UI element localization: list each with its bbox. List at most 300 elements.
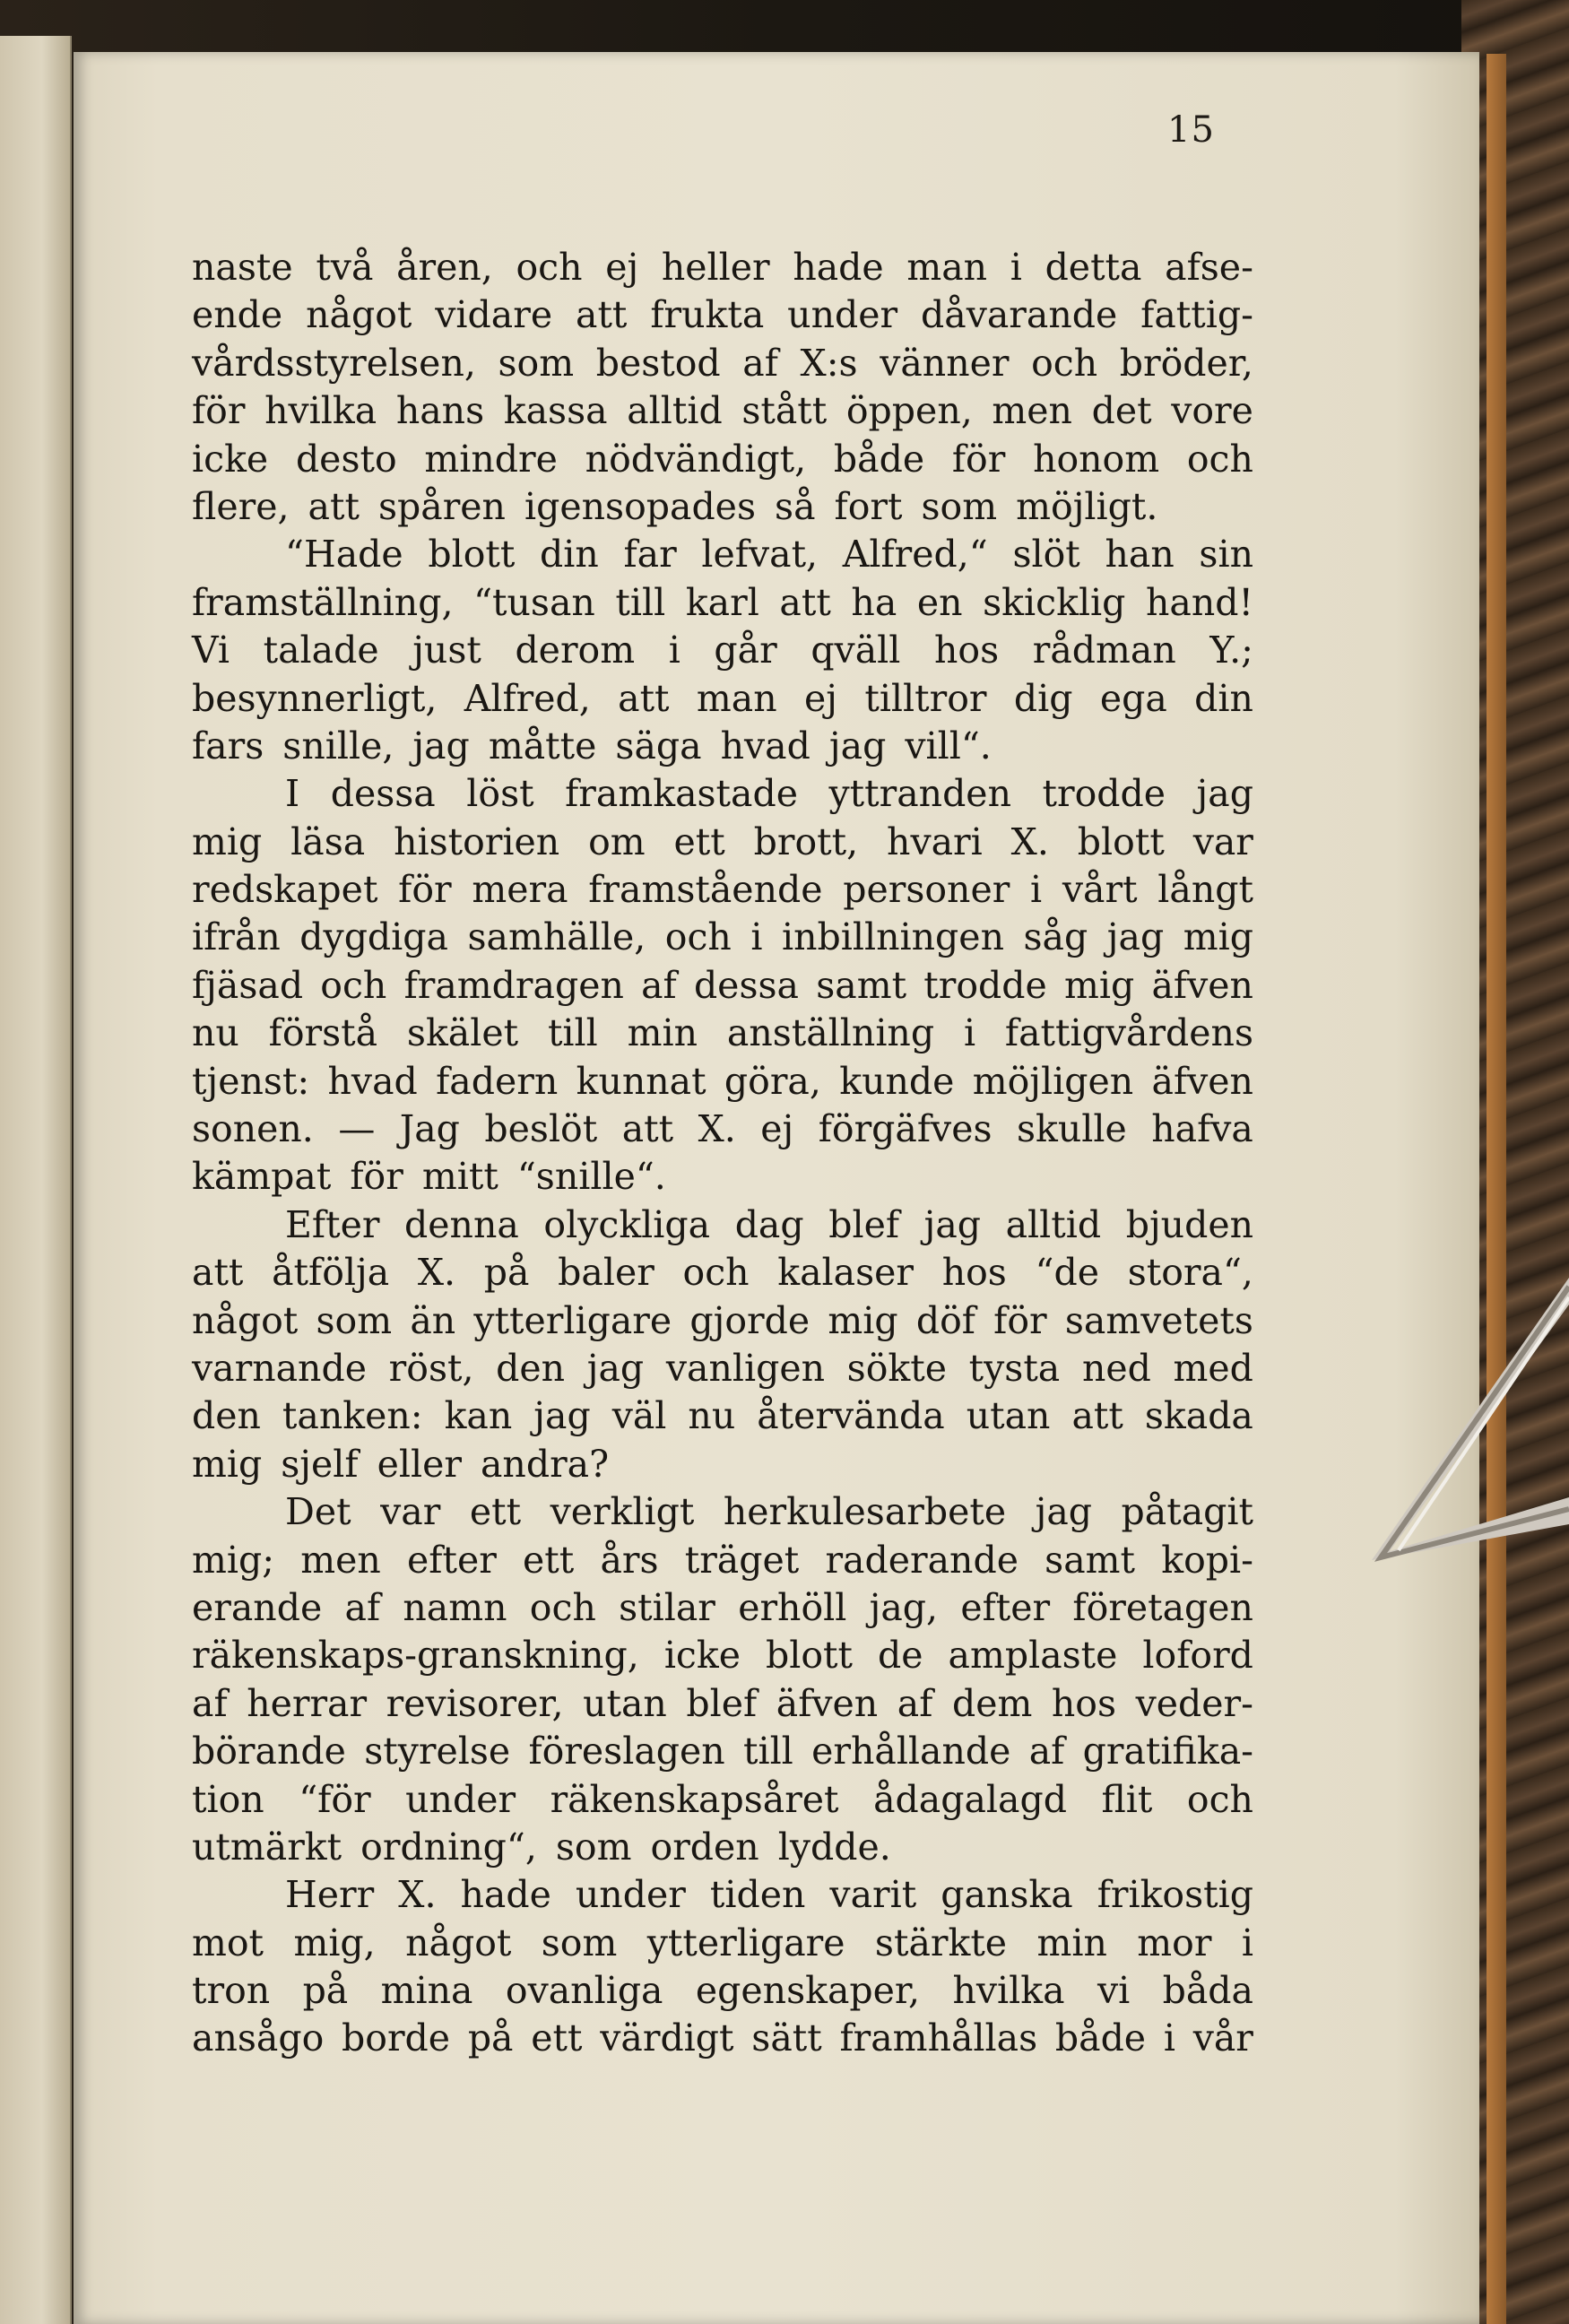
- word: blott: [428, 533, 516, 577]
- word: veder-: [1135, 1681, 1253, 1725]
- word: herkulesarbete: [723, 1490, 1007, 1534]
- word: detta: [1045, 246, 1142, 289]
- word: olyckliga: [543, 1202, 711, 1246]
- word: anställning: [726, 1011, 935, 1055]
- word: verkligt: [550, 1490, 695, 1534]
- word: mot: [192, 1921, 264, 1964]
- word: åren,: [396, 246, 493, 289]
- word: din: [540, 533, 599, 577]
- word: icke: [192, 437, 269, 481]
- word: far: [623, 533, 677, 577]
- word: heller: [661, 246, 770, 289]
- text-line-content: [192, 291, 1253, 339]
- word: varit: [829, 1873, 917, 1917]
- word: den: [496, 1346, 566, 1390]
- text-line-content: utmärkt ordning“, som orden lydde.: [192, 1825, 891, 1869]
- word: af: [192, 1681, 228, 1725]
- word: hade: [793, 246, 884, 289]
- text-line-content: [192, 1632, 1253, 1679]
- word: såg: [1023, 915, 1088, 959]
- word: efter: [960, 1585, 1051, 1629]
- word: under: [575, 1873, 686, 1917]
- text-line-content: mig sjelf eller andra?: [192, 1442, 610, 1486]
- word: erhållande: [811, 1730, 1011, 1773]
- word: X.: [398, 1873, 437, 1917]
- word: hvad: [327, 1059, 418, 1103]
- text-line-content: [285, 1871, 1253, 1919]
- word: borde: [342, 2016, 451, 2060]
- word: “de: [1035, 1251, 1100, 1295]
- word: på: [483, 1251, 530, 1295]
- word: räkenskaps-granskning,: [192, 1634, 639, 1678]
- text-line-content: [192, 2015, 1253, 2062]
- word: ega: [1099, 676, 1167, 720]
- word: min: [627, 1011, 698, 1055]
- word: och: [664, 915, 732, 959]
- text-line-content: [192, 1584, 1253, 1632]
- word: sätt: [751, 2016, 822, 2060]
- text-line-content: [285, 531, 1253, 578]
- word: “tusan: [473, 580, 595, 624]
- word: ett: [469, 1490, 522, 1534]
- text-line-content: kämpat för mitt “snille“.: [192, 1155, 666, 1199]
- word: träget: [684, 1538, 800, 1582]
- word: en: [916, 580, 963, 624]
- word: man: [906, 246, 988, 289]
- word: dessa: [693, 963, 799, 1007]
- word: utan: [583, 1681, 667, 1725]
- text-line: [192, 244, 1253, 291]
- word: i: [668, 629, 680, 672]
- word: ej: [804, 676, 837, 720]
- word: revisorer,: [386, 1681, 564, 1725]
- word: han: [1105, 533, 1175, 577]
- text-line: [192, 1010, 1253, 1057]
- word: dem: [951, 1681, 1033, 1725]
- word: att: [618, 676, 670, 720]
- word: nödvändigt,: [585, 437, 807, 481]
- word: erande: [192, 1585, 323, 1629]
- word: bestod: [595, 341, 721, 385]
- word: tjenst:: [192, 1059, 310, 1103]
- word: som: [498, 341, 575, 385]
- word: äfven: [1151, 963, 1253, 1007]
- text-line-content: [192, 1392, 1253, 1440]
- word: företagen: [1072, 1585, 1253, 1629]
- text-line-content: [192, 436, 1253, 483]
- word: historien: [394, 819, 560, 863]
- word: samvetets: [1064, 1298, 1253, 1342]
- text-line-content: [192, 819, 1253, 866]
- word: åtfölja: [272, 1251, 390, 1295]
- word: tysta: [968, 1346, 1061, 1390]
- word: skälet: [406, 1011, 519, 1055]
- word: mina: [380, 1969, 473, 2013]
- text-line-content: [285, 1201, 1253, 1249]
- text-line: [192, 531, 1253, 578]
- text-line: [192, 1441, 1253, 1488]
- word: man: [696, 676, 777, 720]
- word: ned: [1081, 1346, 1151, 1390]
- text-line-content: [192, 387, 1253, 435]
- word: jag: [1035, 1490, 1093, 1534]
- text-line-content: [192, 1920, 1253, 1967]
- word: ej: [605, 246, 639, 289]
- word: sin: [1199, 533, 1253, 577]
- word: X.: [417, 1251, 456, 1295]
- word: påtagit: [1121, 1490, 1253, 1534]
- word: göra,: [724, 1059, 821, 1103]
- word: honom: [1033, 437, 1160, 481]
- text-line: [192, 1584, 1253, 1632]
- word: det: [1091, 389, 1152, 433]
- word: samhälle,: [467, 915, 646, 959]
- word: som: [541, 1921, 618, 1964]
- text-line: [192, 1728, 1253, 1775]
- text-line: [192, 1249, 1253, 1296]
- word: styrelse: [364, 1730, 511, 1773]
- word: fattig-: [1140, 293, 1253, 337]
- word: vårt: [1062, 868, 1138, 912]
- word: äfven: [1151, 1059, 1253, 1103]
- word: mera: [472, 868, 568, 912]
- book-edge: [1487, 54, 1506, 2324]
- word: vänner: [880, 341, 1010, 385]
- word: “för: [299, 1777, 371, 1821]
- word: flit: [1101, 1777, 1153, 1821]
- word: fadern: [436, 1059, 559, 1103]
- word: samt: [816, 963, 907, 1007]
- word: lefvat,: [701, 533, 819, 577]
- word: dag: [734, 1202, 804, 1246]
- word: återvända: [757, 1394, 945, 1438]
- word: just: [412, 629, 481, 672]
- word: och: [1031, 341, 1098, 385]
- word: och: [682, 1251, 750, 1295]
- text-line: [192, 340, 1253, 387]
- word: för: [993, 1298, 1047, 1342]
- word: ådagalagd: [873, 1777, 1067, 1821]
- word: hos: [933, 629, 1000, 672]
- text-line-content: [192, 1345, 1253, 1392]
- text-line: [192, 675, 1253, 723]
- word: framhållas: [839, 2016, 1038, 2060]
- text-line-content: [192, 1680, 1253, 1728]
- word: kassa: [503, 389, 608, 433]
- word: värdigt: [600, 2016, 734, 2060]
- word: ifrån: [192, 915, 281, 959]
- word: röst,: [388, 1346, 474, 1390]
- word: och: [529, 1585, 596, 1629]
- text-line: [192, 723, 1253, 770]
- word: mig,: [293, 1921, 376, 1964]
- word: samt: [1045, 1538, 1136, 1582]
- word: men: [992, 389, 1072, 433]
- text-line: [192, 819, 1253, 866]
- text-line-content: [192, 340, 1253, 387]
- word: fattigvårdens: [1004, 1011, 1253, 1055]
- text-line: [192, 1776, 1253, 1824]
- word: något: [405, 1921, 512, 1964]
- word: att: [621, 1107, 674, 1151]
- word: än: [410, 1298, 456, 1342]
- text-line: [192, 483, 1253, 531]
- word: både: [1054, 2016, 1147, 2060]
- word: jag: [923, 1202, 982, 1246]
- word: blott: [1077, 819, 1165, 863]
- text-line-content: [192, 675, 1253, 723]
- word: framkastade: [565, 772, 798, 816]
- word: loford: [1142, 1634, 1253, 1678]
- word: personer: [843, 868, 1010, 912]
- text-line: [192, 866, 1253, 914]
- word: sonen.: [192, 1107, 314, 1151]
- word: fjäsad: [192, 963, 304, 1007]
- word: med: [1173, 1346, 1253, 1390]
- word: ytterligare: [646, 1921, 845, 1964]
- word: hvilka: [264, 389, 377, 433]
- word: herrar: [247, 1681, 368, 1725]
- word: ha: [851, 580, 897, 624]
- text-line: [192, 1824, 1253, 1871]
- word: i: [1163, 2016, 1175, 2060]
- word: Det: [285, 1490, 351, 1534]
- word: gjorde: [689, 1298, 811, 1342]
- word: den: [192, 1394, 261, 1438]
- word: stärkte: [874, 1921, 1008, 1964]
- word: ej: [760, 1107, 794, 1151]
- word: var: [1192, 819, 1253, 863]
- word: som: [316, 1298, 393, 1342]
- word: stått: [741, 389, 828, 433]
- word: och: [320, 963, 387, 1007]
- word: rådman: [1032, 629, 1176, 672]
- text-line-content: [192, 914, 1253, 961]
- word: väl: [611, 1394, 667, 1438]
- word: under: [787, 293, 898, 337]
- word: hos: [941, 1251, 1007, 1295]
- word: mig: [1183, 915, 1253, 959]
- text-line: [192, 1392, 1253, 1440]
- word: skulle: [1016, 1107, 1127, 1151]
- word: för: [192, 389, 246, 433]
- word: Alfred,: [464, 676, 591, 720]
- word: vårdsstyrelsen,: [192, 341, 476, 385]
- word: af: [897, 1681, 933, 1725]
- word: Y.;: [1209, 629, 1253, 672]
- text-line-content: [192, 1106, 1253, 1153]
- word: hos: [1051, 1681, 1117, 1725]
- word: icke: [663, 1634, 741, 1678]
- text-line-content: [192, 1297, 1253, 1345]
- word: min: [1036, 1921, 1107, 1964]
- word: trodde: [1042, 772, 1166, 816]
- word: efter: [407, 1538, 497, 1582]
- word: derom: [515, 629, 636, 672]
- text-line: [192, 436, 1253, 483]
- word: vi: [1097, 1969, 1131, 2013]
- word: mor: [1137, 1921, 1212, 1964]
- word: din: [1194, 676, 1253, 720]
- word: hvilka: [952, 1969, 1065, 2013]
- text-line: [192, 1345, 1253, 1392]
- word: i: [1030, 868, 1043, 912]
- word: amplaste: [948, 1634, 1118, 1678]
- word: kopi-: [1161, 1538, 1253, 1582]
- word: X.: [698, 1107, 736, 1151]
- text-line: [192, 1680, 1253, 1728]
- word: frikostig: [1097, 1873, 1253, 1917]
- word: mig: [1064, 963, 1135, 1007]
- word: räkenskapsåret: [550, 1777, 839, 1821]
- text-line-content: [192, 962, 1253, 1010]
- word: jag,: [869, 1585, 939, 1629]
- word: framstående: [588, 868, 823, 912]
- word: gratifika-: [1082, 1730, 1253, 1773]
- word: läsa: [290, 819, 366, 863]
- text-line: [192, 579, 1253, 627]
- word: stilar: [619, 1585, 715, 1629]
- facing-page: [0, 36, 72, 2324]
- text-line: [192, 914, 1253, 961]
- text-line: [192, 1871, 1253, 1919]
- word: nu: [688, 1394, 736, 1438]
- word: baler: [558, 1251, 654, 1295]
- word: framdragen: [403, 963, 624, 1007]
- word: i: [750, 915, 763, 959]
- text-line-content: [192, 1967, 1253, 2015]
- word: —: [338, 1107, 376, 1151]
- word: föreslagen: [528, 1730, 725, 1773]
- word: öppen,: [845, 389, 973, 433]
- word: dig: [1013, 676, 1073, 720]
- word: något: [306, 293, 412, 337]
- word: till: [547, 1011, 598, 1055]
- word: ovanliga: [505, 1969, 663, 2013]
- word: bjuden: [1125, 1202, 1253, 1246]
- word: och: [516, 246, 583, 289]
- word: desto: [295, 437, 397, 481]
- word: i: [963, 1011, 976, 1055]
- text-line-content: [192, 1537, 1253, 1584]
- word: I: [285, 772, 300, 816]
- word: på: [467, 2016, 514, 2060]
- word: kan: [444, 1394, 513, 1438]
- word: af: [641, 963, 677, 1007]
- word: af: [742, 341, 778, 385]
- text-line-content: [285, 770, 1253, 818]
- word: besynnerligt,: [192, 676, 438, 720]
- text-line-content: [192, 1728, 1253, 1775]
- text-line-content: fars snille, jag måtte säga hvad jag vill“.: [192, 724, 992, 767]
- text-line: [192, 1488, 1253, 1536]
- word: beslöt: [484, 1107, 598, 1151]
- word: års: [600, 1538, 659, 1582]
- text-line: [192, 962, 1253, 1010]
- word: börande: [192, 1730, 346, 1773]
- word: erhöll: [738, 1585, 847, 1629]
- word: under: [405, 1777, 516, 1821]
- word: de: [878, 1634, 923, 1678]
- text-line: [192, 1153, 1253, 1201]
- word: utan: [966, 1394, 1051, 1438]
- text-line: [192, 1106, 1253, 1153]
- word: jag: [533, 1394, 591, 1438]
- text-line: [192, 2015, 1253, 2062]
- word: frukta: [650, 293, 765, 337]
- word: blott: [766, 1634, 853, 1678]
- word: karl: [685, 580, 759, 624]
- word: denna: [404, 1202, 519, 1246]
- word: hade: [460, 1873, 551, 1917]
- text-line-content: [192, 1058, 1253, 1106]
- word: förstå: [268, 1011, 378, 1055]
- word: ende: [192, 293, 283, 337]
- word: vidare: [435, 293, 553, 337]
- text-line-content: [192, 627, 1253, 674]
- word: slöt: [1012, 533, 1080, 577]
- text-line: [192, 1297, 1253, 1345]
- text-line: [192, 1201, 1253, 1249]
- word: att: [779, 580, 831, 624]
- word: tiden: [709, 1873, 806, 1917]
- word: blef: [686, 1681, 758, 1725]
- word: varnande: [192, 1346, 367, 1390]
- text-line: [192, 1632, 1253, 1679]
- word: stora“,: [1127, 1251, 1253, 1295]
- word: vanligen: [665, 1346, 825, 1390]
- text-line: [192, 1058, 1253, 1106]
- word: qväll: [811, 629, 901, 672]
- text-line-content: [285, 1488, 1253, 1536]
- word: dessa: [330, 772, 436, 816]
- word: döf: [915, 1298, 975, 1342]
- word: egenskaper,: [695, 1969, 921, 2013]
- word: jag: [1106, 915, 1165, 959]
- word: namn: [403, 1585, 507, 1629]
- word: att: [192, 1251, 244, 1295]
- word: raderande: [825, 1538, 1019, 1582]
- word: äfven: [776, 1681, 879, 1725]
- word: mindre: [424, 437, 558, 481]
- word: går: [714, 629, 777, 672]
- text-line-content: [192, 1010, 1253, 1057]
- word: bröder,: [1119, 341, 1253, 385]
- word: framställning,: [192, 580, 454, 624]
- word: på: [302, 1969, 349, 2013]
- word: i: [1010, 246, 1022, 289]
- text-line: [192, 291, 1253, 339]
- word: ytterligare: [473, 1298, 672, 1342]
- word: hans: [395, 389, 485, 433]
- word: Herr: [285, 1873, 375, 1917]
- word: Vi: [192, 629, 230, 672]
- word: naste: [192, 246, 293, 289]
- word: möjligen: [972, 1059, 1134, 1103]
- word: men: [300, 1538, 381, 1582]
- word: kunde: [839, 1059, 955, 1103]
- word: trodde: [923, 963, 1047, 1007]
- word: både: [833, 437, 925, 481]
- word: jag: [1196, 772, 1253, 816]
- word: kunnat: [576, 1059, 706, 1103]
- word: Jag: [399, 1107, 460, 1151]
- word: X:s: [800, 341, 858, 385]
- word: i: [1241, 1921, 1253, 1964]
- word: mig;: [192, 1538, 275, 1582]
- word: redskapet: [192, 868, 378, 912]
- word: skicklig: [983, 580, 1126, 624]
